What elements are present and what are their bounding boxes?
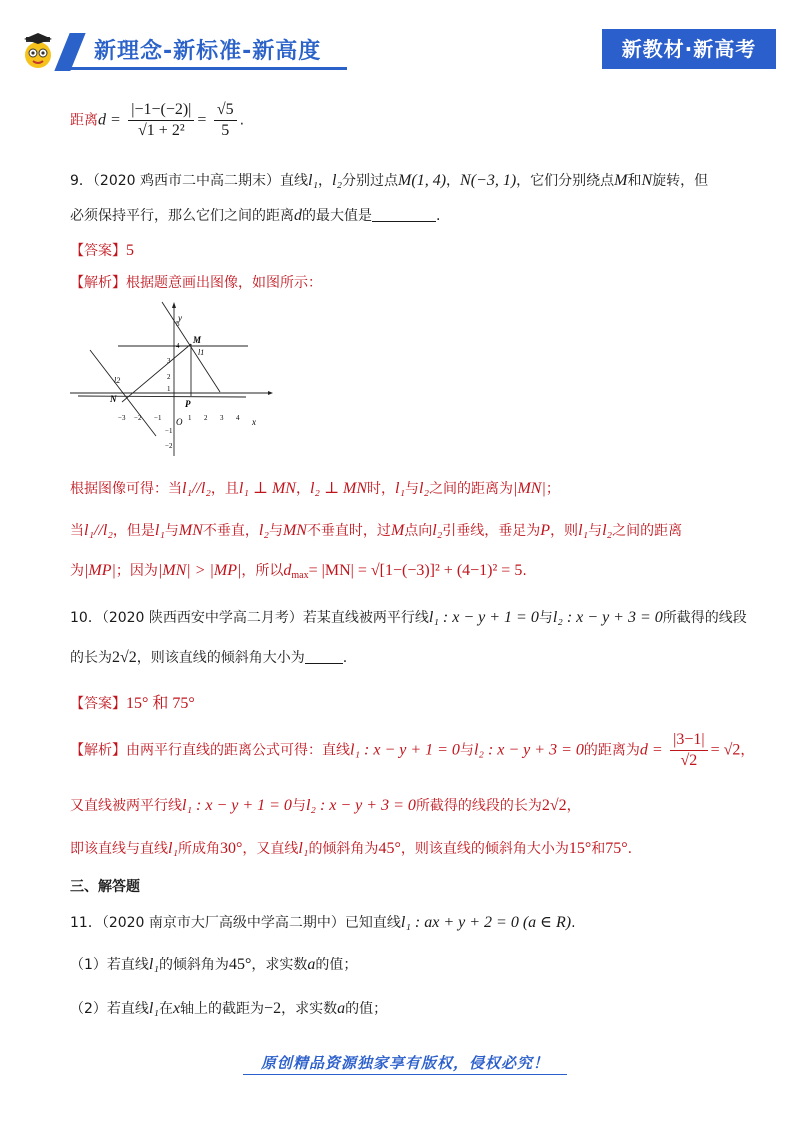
mascot-logo-icon [18, 31, 58, 71]
tick-x-neg1: −1 [154, 414, 162, 422]
math: l₂ [602, 522, 613, 539]
section-heading: 三、解答题 [70, 879, 140, 895]
text: 和 [627, 173, 642, 189]
text: 与 [291, 798, 306, 814]
text: ， [318, 173, 333, 189]
math: l₂ [332, 172, 343, 189]
point-M-label: M [193, 335, 202, 345]
text: 在 [158, 1001, 173, 1017]
text: ，求实数 [281, 1001, 338, 1017]
text: 的距离为 [583, 742, 640, 759]
text: 9．（2020 鸡西市二中高二期末）直线 [70, 173, 308, 189]
text: 当 [70, 523, 84, 539]
math: l₁ [168, 840, 179, 857]
math: a [337, 1000, 346, 1017]
text: 的值； [315, 957, 358, 973]
text: 11．（2020 南京市大厂高级中学高二期中）已知直线 [70, 915, 401, 931]
tick-x-3: 3 [220, 414, 224, 422]
text: ，它们分别绕点 [516, 173, 615, 189]
tick-y-neg2: −2 [165, 442, 173, 450]
answer-blank [372, 221, 436, 222]
tick-y-4: 4 [176, 342, 180, 350]
math: l₁ [578, 522, 589, 539]
answer-value: 15° 和 75° [126, 695, 195, 712]
point-N-label: N [110, 394, 117, 404]
text: 分别过点 [342, 173, 399, 189]
answer-10 [70, 690, 195, 713]
math: 15° [568, 840, 592, 857]
text: （1）若直线 [70, 957, 149, 973]
text: ， [566, 798, 581, 814]
text: 即该直线与直线 [70, 841, 168, 857]
math: N(−3, 1) [460, 172, 517, 189]
question-11-part-1 [70, 954, 357, 974]
text: ，则 [550, 523, 579, 539]
text: 为 [70, 563, 84, 579]
copyright-footer: 原创精品资源独家享有版权，侵权必究！ [243, 1052, 567, 1075]
math: l₂ [258, 522, 269, 539]
tick-x-neg3: −3 [118, 414, 126, 422]
math: l₁ : x − y + 1 = 0 [182, 797, 292, 814]
text: 必须保持平行，那么它们之间的距离 [70, 208, 294, 224]
math: l₂ ⊥ MN [309, 480, 368, 497]
text: 由两平行直线的距离公式可得：直线 [126, 742, 350, 759]
math: 45° [228, 956, 252, 973]
math: 30° [220, 840, 243, 857]
x-axis-label: x [252, 417, 256, 427]
math: x [172, 1000, 181, 1017]
math: d = [639, 741, 663, 759]
math: l₂ : x − y + 3 = 0 [305, 797, 416, 814]
text: 之间的距离为 [429, 481, 514, 497]
math: N [641, 172, 653, 189]
text: 所成角 [178, 841, 221, 857]
text: 的最大值是 [302, 208, 372, 224]
y-axis-label: y [178, 313, 182, 323]
question-11-stem [70, 912, 576, 932]
tick-y-3: 3 [167, 357, 171, 365]
math: l₁ [395, 480, 406, 497]
reasoning-line-2 [70, 520, 682, 540]
text: . [342, 650, 348, 666]
math: = |MN| = √[1−(−3)]² + (4−1)² = 5 [308, 562, 523, 579]
answer-value: 5 [126, 242, 134, 259]
text: 10．（2020 陕西西安中学高二月考）若某直线被两平行线 [70, 610, 429, 626]
fraction [128, 100, 194, 141]
text: 之间的距离 [612, 523, 683, 539]
text: 的长为 [70, 650, 112, 666]
math: d = [98, 111, 121, 129]
text: 与 [538, 610, 553, 626]
math: a [307, 956, 316, 973]
text: ，求实数 [251, 957, 308, 973]
text: 与 [268, 523, 283, 539]
text: 不垂直时，过 [306, 523, 391, 539]
reasoning-line-1 [70, 478, 560, 498]
math: 2√2 [112, 649, 137, 666]
math: l₂ [432, 522, 443, 539]
text: 与 [459, 742, 474, 759]
answer-label: 【答案】 [70, 243, 126, 259]
tick-y-5: 5 [176, 320, 180, 328]
text: （2）若直线 [70, 1001, 149, 1017]
explanation-10-line-3 [70, 838, 632, 858]
text: ，所以 [241, 563, 284, 579]
math: M(1, 4) [398, 172, 447, 189]
text: 又直线被两平行线 [70, 798, 182, 814]
explanation-10-line-2 [70, 795, 581, 815]
math: l₂ [419, 480, 430, 497]
text: 旋转，但 [652, 173, 709, 189]
math: M [614, 172, 628, 189]
tick-x-neg2: −2 [134, 414, 142, 422]
text: . [522, 563, 527, 579]
math: M [390, 522, 405, 539]
text: ，但是 [112, 523, 155, 539]
tick-x-1: 1 [188, 414, 192, 422]
denominator: √2 [680, 752, 698, 769]
math: 2√2 [541, 797, 567, 814]
denominator: 5 [221, 122, 230, 139]
math: l₁ : x − y + 1 = 0 [350, 741, 460, 759]
text: ，则该直线的倾斜角大小为 [400, 841, 569, 857]
math: l₂ : x − y + 3 = 0 [473, 741, 584, 759]
reasoning-line-3 [70, 560, 527, 581]
text: ，则该直线的倾斜角大小为 [136, 650, 305, 666]
math: d [294, 207, 302, 224]
tick-x-2: 2 [204, 414, 208, 422]
math: −2 [264, 1000, 282, 1017]
math: |MN| [513, 480, 546, 497]
explanation-label: 【解析】 [70, 275, 126, 291]
text: 的倾斜角为 [308, 841, 379, 857]
text: 引垂线，垂足为 [442, 523, 541, 539]
subscript: max [291, 570, 309, 581]
math: l₁ [148, 956, 159, 973]
math: MN [282, 522, 307, 539]
text: ；因为 [115, 563, 158, 579]
math: l₁ : ax + y + 2 = 0 (a ∈ R) [400, 914, 572, 931]
distance-formula-line [70, 100, 244, 140]
math: P [540, 522, 551, 539]
math: |MP| [84, 562, 116, 579]
question-10-line-1 [70, 607, 747, 627]
text: 轴上的截距为 [180, 1001, 265, 1017]
question-9-line-2 [70, 205, 440, 225]
text: ， [740, 742, 755, 759]
text: 所截得的线段的长为 [415, 798, 542, 814]
math: l₁ [298, 840, 309, 857]
text: 根据题意画出图像，如图所示： [126, 275, 322, 291]
denominator: √1 + 2² [138, 122, 185, 139]
math: l₁ [154, 522, 165, 539]
math: l₁ : x − y + 1 = 0 [428, 609, 539, 626]
numerator: |−1−(−2)| [128, 100, 194, 121]
question-9-line-1 [70, 170, 708, 190]
text: 和 [591, 841, 606, 857]
text: ， [295, 481, 310, 497]
text: 点向 [404, 523, 433, 539]
math: l₁ [148, 1000, 159, 1017]
brand-slogan: 新理念-新标准-新高度 [94, 39, 322, 64]
answer-blank [305, 663, 343, 664]
math: |MN| > |MP| [157, 562, 242, 579]
fraction [214, 100, 237, 141]
line-l1-label: l1 [198, 348, 205, 357]
math: = √2 [710, 741, 741, 759]
line-l2-label: l2 [114, 376, 121, 385]
text: ， [446, 173, 461, 189]
brand-header [14, 29, 347, 71]
answer-9 [70, 240, 134, 260]
badge-new-textbook: 新教材·新高考 [602, 29, 776, 69]
text: 所截得的线段 [662, 610, 747, 626]
tick-y-neg1: −1 [165, 427, 173, 435]
math: l₁//l₂ [182, 480, 211, 497]
text: . [239, 112, 245, 129]
text: . [571, 915, 576, 931]
text: 根据图像可得：当 [70, 481, 182, 497]
numerator: |3−1| [670, 730, 707, 751]
answer-label: 【答案】 [70, 696, 126, 712]
text: ； [545, 481, 560, 497]
math: l₁//l₂ [84, 522, 113, 539]
math: 45° [378, 840, 401, 857]
numerator: √5 [214, 100, 237, 121]
point-P-label: P [185, 399, 191, 409]
text: . [436, 208, 441, 224]
explanation-10-line-1 [70, 730, 754, 776]
coordinate-figure [70, 296, 276, 458]
math: d [283, 562, 292, 579]
text: 的值； [345, 1001, 388, 1017]
explanation-label: 【解析】 [70, 742, 126, 759]
text: ，且 [210, 481, 239, 497]
text: 不垂直， [202, 523, 259, 539]
math: l₂ : x − y + 3 = 0 [552, 609, 663, 626]
math: = [197, 111, 207, 129]
text: . [627, 841, 633, 857]
text: 与 [405, 481, 420, 497]
text: 时， [367, 481, 396, 497]
text: 与 [588, 523, 603, 539]
tick-y-1: 1 [167, 385, 171, 393]
text: ，又直线 [242, 841, 299, 857]
fraction [670, 730, 707, 771]
math: 75° [605, 840, 628, 857]
text: 距离 [70, 112, 98, 129]
origin-label: O [176, 417, 183, 427]
math: l₁ ⊥ MN [238, 480, 296, 497]
question-11-part-2 [70, 998, 387, 1018]
math: l₁ [308, 172, 319, 189]
explanation-9-intro [70, 272, 322, 292]
tick-x-4: 4 [236, 414, 240, 422]
question-10-line-2 [70, 647, 347, 667]
text: 与 [164, 523, 179, 539]
tick-y-2: 2 [167, 373, 171, 381]
math: MN [178, 522, 203, 539]
text: 的倾斜角为 [158, 957, 229, 973]
